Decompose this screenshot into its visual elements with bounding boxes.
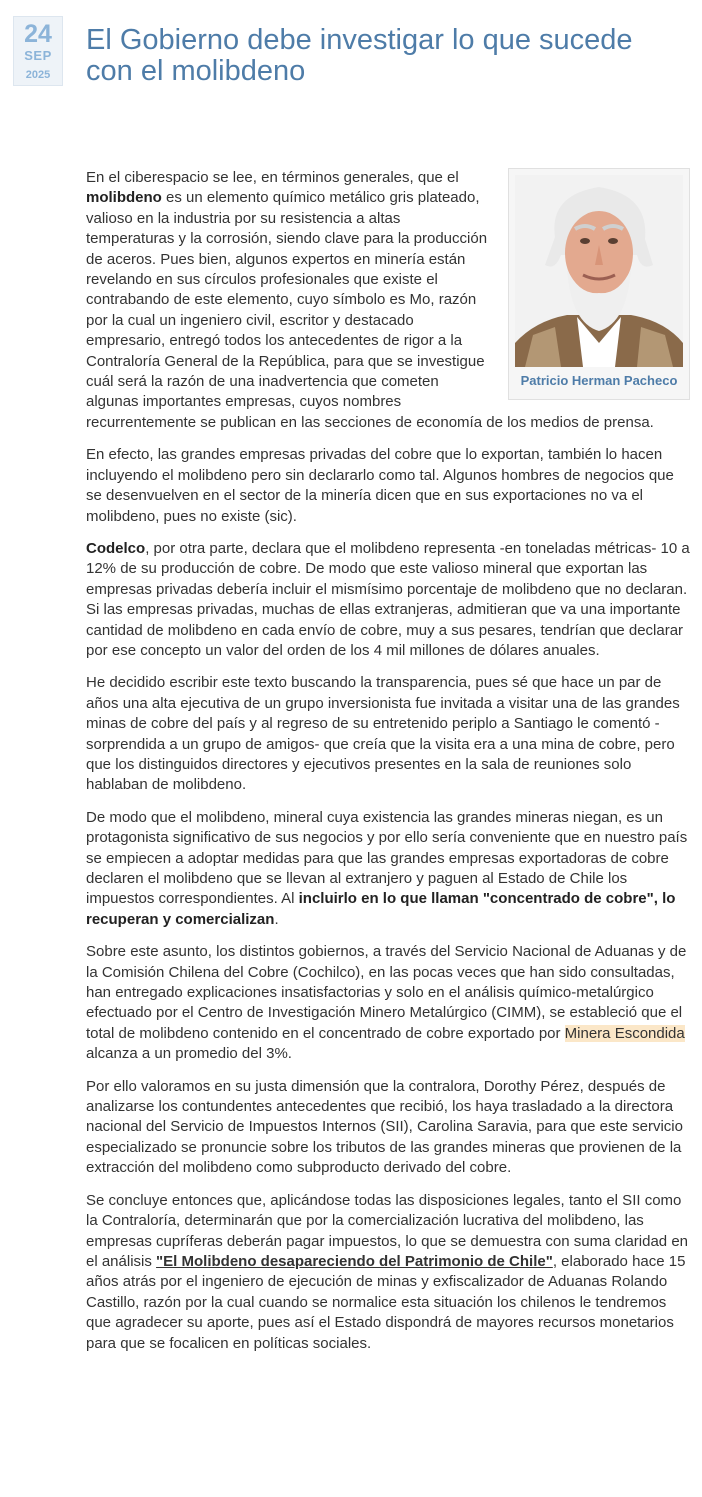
analysis-link[interactable]: "El Molibdeno desapareciendo del Patrimonio de Chile" (156, 1252, 553, 1270)
paragraph-5-bold: incluirlo en lo que llaman "concentrado de cobre", lo recuperan y comercializan (86, 890, 676, 928)
paragraph-5-text-c: . (274, 910, 279, 928)
paragraph-3-text-b: , por otra parte, declara que el molibdeno representa -en toneladas métricas- 10 a 12% de su producción de cobre. De modo que este valioso mineral que exportan las empresas privadas debería incluir el mismísimo porcentaje de molibdeno que no declaran. Si las empresas privadas, muchas de ellas extranjeras, admitieran que va una importante cantidad de molibdeno en cada envío de cobre, muy a sus pesares, tendrían que declarar por ese concepto un valor del orden de los 4 mil millones de dólares anuales. (86, 539, 690, 659)
paragraph-8-text-c: , elaborado hace 15 años atrás por el ingeniero de ejecución de minas y exfiscalizador de Aduanas Rolando Castillo, razón por la cual cuando se normalice esta situación los chilenos le tendremos que agradecer su aporte, pues así el Estado dispondrá de mayores recursos monetarios para que se focalicen en políticas sociales. (86, 1252, 686, 1352)
paragraph-6-text-a: Sobre este asunto, los distintos gobiernos, a través del Servicio Nacional de Aduanas y de la Comisión Chilena del Cobre (Cochilco), en las pocas veces que han sido consultadas, han entregado explicaciones insatisfactorias y solo en el análisis químico-metalúrgico efectuado por el Centro de Investigación Minero Metalúrgico (CIMM), se estableció que el total de molibdeno contenido en el concentrado de cobre exportado por (86, 943, 687, 1042)
paragraph-1-bold: molibdeno (86, 189, 162, 207)
article-title: El Gobierno debe investigar lo que sucede con el molibdeno (86, 24, 633, 87)
date-day: 24 (24, 20, 52, 48)
paragraph-3 (86, 539, 690, 661)
paragraph-7: Por ello valoramos en su justa dimensión que la contralora, Dorothy Pérez, después de analizarse los contundentes antecedentes que recibió, los haya trasladado a la directora nacional del Servicio de Impuestos Internos (SII), Carolina Saravia, para que este servicio especializado se pronuncie sobre los tributos de las grandes mineras que provienen de la extracción del molibdeno como subproducto derivado del cobre. (86, 1077, 683, 1177)
paragraph-8-text-a: Se concluye entonces que, aplicándose todas las disposiciones legales, tanto el SII como la Contraloría, determinarán que por la comercialización lucrativa del molibdeno, las empresas cupríferas deberán pagar impuestos, lo que se demuestra con suma claridad en el análisis (86, 1191, 688, 1270)
article-body (86, 168, 690, 1366)
paragraph-5 (86, 808, 690, 930)
highlighted-company[interactable]: Minera Escondida (564, 1024, 685, 1042)
author-photo (515, 175, 683, 367)
author-card (508, 168, 690, 400)
paragraph-8 (86, 1191, 690, 1354)
paragraph-1-text-a: En el ciberespacio se lee, en términos generales, que el (86, 169, 459, 186)
paragraph-5-text-a: De modo que el molibdeno, mineral cuya existencia las grandes mineras niegan, es un protagonista significativo de sus negocios y por ello sería conveniente que en nuestro país se empiecen a adoptar medidas para que las grandes empresas exportadoras de cobre declaren el molibdeno que se llevan al extranjero y paguen al Estado de Chile los impuestos correspondientes. Al (86, 808, 688, 908)
paragraph-3-bold: Codelco (86, 539, 146, 557)
paragraph-2: En efecto, las grandes empresas privadas del cobre que lo exportan, también lo hacen incluyendo el molibdeno pero sin declararlo como tal. Algunos hombres de negocios que se desenvuelven en el sector de la minería dicen que en sus exportaciones no va el molibdeno, pues no existe (sic). (86, 446, 674, 525)
date-year: 2025 (25, 69, 51, 81)
date-month: SEP (24, 48, 52, 63)
paragraph-4: He decidido escribir este texto buscando la transparencia, pues sé que hace un par de años una alta ejecutiva de un grupo inversionista fue invitada a visitar una de las grandes minas de cobre del país y al regreso de su entretenido periplo a Santiago le comentó -sorprendida a un grupo de amigos- que creía que la visita era a una mina de cobre, pero que los distinguidos directores y ejecutivos presentes en la sala de reuniones solo hablaban de molibdeno. (86, 674, 680, 794)
date-badge (13, 16, 63, 86)
paragraph-6 (86, 942, 690, 1064)
paragraph-1-text-c: es un elemento químico metálico gris plateado, valioso en la industria por su resistencia a altas temperaturas y la corrosión, siendo clave para la producción de aceros. Pues bien, algunos expertos en minería están revelando en sus círculos profesionales que existe el contrabando de este elemento, cuyo símbolo es Mo, razón por la cual un ingeniero civil, escritor y destacado empresario, entregó todos los antecedentes de rigor a la Contraloría General de la República, para que se investigue cuál será la razón de una inadvertencia que cometen algunas importantes empresas, cuyos nombres recurrentemente se publican en las secciones de economía de los medios de prensa. (86, 189, 654, 431)
author-name: Patricio Herman Pacheco (520, 373, 678, 388)
paragraph-6-text-c: alcanza a un promedio del 3%. (86, 1045, 292, 1063)
